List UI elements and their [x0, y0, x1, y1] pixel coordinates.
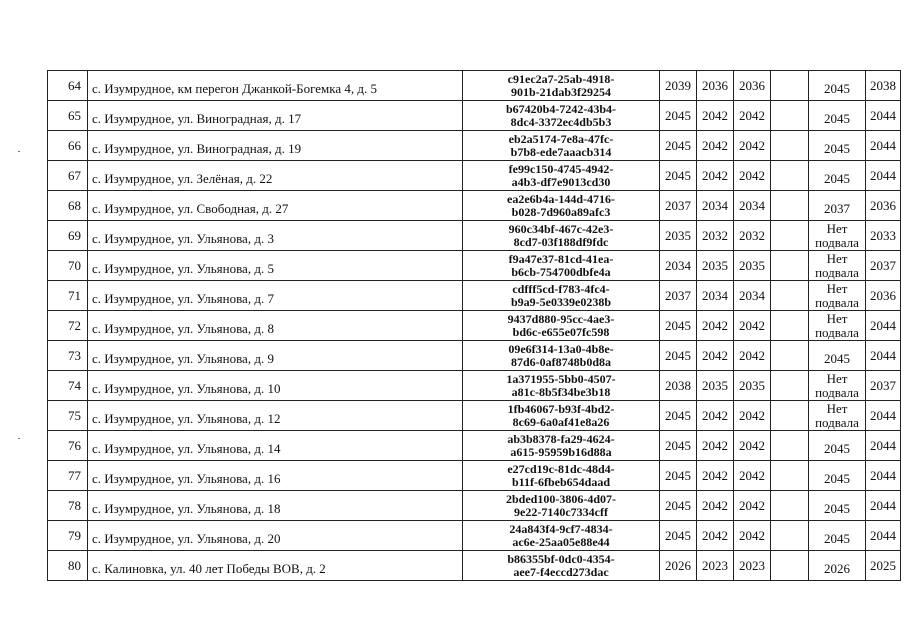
basement-text-line: Нет — [826, 400, 848, 416]
guid-line-2: 901b-21dab3f29254 — [510, 84, 611, 99]
row-number: 64 — [48, 71, 88, 101]
basement-text-line: Нет — [826, 280, 848, 296]
year-cell-3: 2042 — [734, 101, 771, 131]
table-row — [48, 491, 901, 521]
address-text: с. Изумрудное, ул. Свободная, д. 27 — [92, 200, 289, 216]
guid-cell — [463, 461, 660, 491]
year-cell-4 — [771, 341, 809, 371]
guid-cell — [463, 491, 660, 521]
year-cell-3: 2042 — [734, 311, 771, 341]
guid-line-1: 1fb46067-b93f-4bd2- — [507, 401, 615, 416]
year-cell-2: 2042 — [697, 461, 734, 491]
table-row — [48, 431, 901, 461]
basement-year: 2037 — [824, 200, 850, 216]
guid-line-1: b67420b4-7242-43b4- — [505, 101, 616, 116]
address-cell — [88, 131, 463, 161]
year-cell-2: 2042 — [697, 431, 734, 461]
year-cell-4 — [771, 551, 809, 581]
basement-cell — [809, 251, 866, 281]
year-cell-4 — [771, 161, 809, 191]
address-text: с. Изумрудное, ул. Ульянова, д. 10 — [92, 380, 281, 396]
year-cell-3: 2042 — [734, 461, 771, 491]
year-cell-2: 2042 — [697, 491, 734, 521]
guid-line-2: a615-95959b16d88a — [510, 444, 612, 459]
row-number: 74 — [48, 371, 88, 401]
address-text: с. Изумрудное, ул. Ульянова, д. 14 — [92, 440, 281, 456]
basement-year: 2045 — [824, 140, 850, 156]
year-cell-3: 2042 — [734, 341, 771, 371]
basement-cell — [809, 491, 866, 521]
basement-text-line: подвала — [815, 324, 859, 340]
year-cell-5: 2037 — [866, 371, 901, 401]
address-text: с. Изумрудное, км перегон Джанкой-Богемка 4, д. 5 — [92, 80, 377, 96]
address-text: с. Изумрудное, ул. Зелёная, д. 22 — [92, 170, 273, 186]
table-row — [48, 311, 901, 341]
guid-line-2: b11f-6fbeb654daad — [511, 474, 611, 489]
year-cell-3: 2042 — [734, 161, 771, 191]
year-cell-5: 2044 — [866, 311, 901, 341]
table-row — [48, 71, 901, 101]
row-number: 79 — [48, 521, 88, 551]
basement-text-line: Нет — [826, 310, 848, 326]
guid-line-2: bd6c-e655e07fc598 — [512, 324, 610, 339]
basement-year: 2045 — [824, 440, 850, 456]
basement-text-line: Нет — [826, 370, 848, 386]
year-cell-2: 2035 — [697, 251, 734, 281]
address-text: с. Изумрудное, ул. Ульянова, д. 8 — [92, 320, 274, 336]
address-text: с. Изумрудное, ул. Ульянова, д. 18 — [92, 500, 281, 516]
guid-line-1: f9a47e37-81cd-41ea- — [508, 251, 614, 266]
basement-year: 2045 — [824, 470, 850, 486]
year-cell-5: 2044 — [866, 131, 901, 161]
year-cell-1: 2045 — [660, 131, 697, 161]
guid-line-1: 09e6f314-13a0-4b8e- — [508, 341, 614, 356]
row-number: 69 — [48, 221, 88, 251]
year-cell-3: 2023 — [734, 551, 771, 581]
guid-line-1: b86355bf-0dc0-4354- — [507, 551, 615, 566]
address-cell — [88, 521, 463, 551]
year-cell-2: 2042 — [697, 161, 734, 191]
guid-cell — [463, 161, 660, 191]
basement-text-line: подвала — [815, 234, 859, 250]
basement-cell — [809, 281, 866, 311]
basement-year: 2045 — [824, 500, 850, 516]
year-cell-2: 2034 — [697, 281, 734, 311]
row-number: 66 — [48, 131, 88, 161]
basement-year: 2026 — [824, 560, 850, 576]
address-cell — [88, 101, 463, 131]
basement-cell — [809, 221, 866, 251]
guid-line-1: fe99c150-4745-4942- — [508, 161, 614, 176]
address-cell — [88, 371, 463, 401]
year-cell-2: 2032 — [697, 221, 734, 251]
guid-cell — [463, 371, 660, 401]
year-cell-3: 2042 — [734, 491, 771, 521]
address-cell — [88, 431, 463, 461]
address-cell — [88, 551, 463, 581]
margin-mark — [18, 438, 20, 439]
year-cell-3: 2035 — [734, 251, 771, 281]
basement-cell — [809, 551, 866, 581]
table-row — [48, 161, 901, 191]
year-cell-1: 2045 — [660, 431, 697, 461]
year-cell-2: 2034 — [697, 191, 734, 221]
row-number: 71 — [48, 281, 88, 311]
year-cell-1: 2045 — [660, 461, 697, 491]
basement-cell — [809, 371, 866, 401]
address-cell — [88, 491, 463, 521]
table-row — [48, 101, 901, 131]
basement-cell — [809, 161, 866, 191]
buildings-table — [47, 70, 901, 581]
year-cell-2: 2042 — [697, 131, 734, 161]
guid-line-1: cdfff5cd-f783-4fc4- — [512, 281, 610, 296]
year-cell-1: 2045 — [660, 101, 697, 131]
year-cell-5: 2044 — [866, 401, 901, 431]
guid-cell — [463, 521, 660, 551]
year-cell-4 — [771, 191, 809, 221]
guid-cell — [463, 341, 660, 371]
year-cell-1: 2034 — [660, 251, 697, 281]
year-cell-5: 2037 — [866, 251, 901, 281]
guid-line-2: a81c-8b5f34be3b18 — [511, 384, 611, 399]
year-cell-1: 2037 — [660, 281, 697, 311]
guid-line-2: 8dc4-3372ec4db5b3 — [510, 114, 612, 129]
row-number: 70 — [48, 251, 88, 281]
year-cell-4 — [771, 221, 809, 251]
guid-line-1: 960c34bf-467c-42e3- — [508, 221, 614, 236]
year-cell-3: 2035 — [734, 371, 771, 401]
year-cell-3: 2042 — [734, 131, 771, 161]
year-cell-4 — [771, 71, 809, 101]
address-cell — [88, 71, 463, 101]
year-cell-1: 2026 — [660, 551, 697, 581]
address-cell — [88, 281, 463, 311]
address-cell — [88, 461, 463, 491]
year-cell-3: 2034 — [734, 191, 771, 221]
guid-cell — [463, 101, 660, 131]
row-number: 72 — [48, 311, 88, 341]
year-cell-4 — [771, 371, 809, 401]
basement-text-line: подвала — [815, 264, 859, 280]
guid-cell — [463, 191, 660, 221]
basement-cell — [809, 401, 866, 431]
year-cell-4 — [771, 521, 809, 551]
address-cell — [88, 161, 463, 191]
table-row — [48, 521, 901, 551]
basement-year: 2045 — [824, 530, 850, 546]
year-cell-2: 2042 — [697, 401, 734, 431]
year-cell-5: 2044 — [866, 341, 901, 371]
guid-cell — [463, 431, 660, 461]
guid-cell — [463, 401, 660, 431]
year-cell-2: 2042 — [697, 101, 734, 131]
year-cell-1: 2045 — [660, 311, 697, 341]
guid-line-2: ac6e-25aa05e88e44 — [512, 534, 610, 549]
basement-cell — [809, 101, 866, 131]
year-cell-1: 2038 — [660, 371, 697, 401]
table-row — [48, 191, 901, 221]
year-cell-1: 2035 — [660, 221, 697, 251]
table-row — [48, 341, 901, 371]
basement-text-line: Нет — [826, 220, 848, 236]
table-row — [48, 281, 901, 311]
year-cell-4 — [771, 311, 809, 341]
guid-cell — [463, 281, 660, 311]
table-row — [48, 401, 901, 431]
basement-cell — [809, 131, 866, 161]
guid-line-1: e27cd19c-81dc-48d4- — [507, 461, 615, 476]
address-cell — [88, 251, 463, 281]
year-cell-4 — [771, 431, 809, 461]
row-number: 76 — [48, 431, 88, 461]
year-cell-5: 2038 — [866, 71, 901, 101]
guid-line-2: 8c69-6a0af41e8a26 — [512, 414, 610, 429]
guid-line-1: 24a843f4-9cf7-4834- — [509, 521, 613, 536]
guid-line-2: b6cb-754700dbfe4a — [511, 264, 611, 279]
year-cell-1: 2045 — [660, 341, 697, 371]
guid-line-1: ab3b8378-fa29-4624- — [507, 431, 615, 446]
year-cell-2: 2042 — [697, 341, 734, 371]
guid-line-2: b7b8-ede7aaacb314 — [510, 144, 612, 159]
guid-line-1: eb2a5174-7e8a-47fc- — [508, 131, 614, 146]
year-cell-5: 2036 — [866, 191, 901, 221]
basement-cell — [809, 461, 866, 491]
year-cell-2: 2023 — [697, 551, 734, 581]
basement-text-line: подвала — [815, 294, 859, 310]
year-cell-2: 2035 — [697, 371, 734, 401]
basement-cell — [809, 431, 866, 461]
guid-cell — [463, 311, 660, 341]
basement-year: 2045 — [824, 80, 850, 96]
guid-cell — [463, 221, 660, 251]
year-cell-3: 2034 — [734, 281, 771, 311]
address-text: с. Изумрудное, ул. Виноградная, д. 17 — [92, 110, 302, 126]
address-text: с. Изумрудное, ул. Ульянова, д. 16 — [92, 470, 281, 486]
year-cell-2: 2042 — [697, 311, 734, 341]
table-row — [48, 251, 901, 281]
guid-line-1: 2bded100-3806-4d07- — [505, 491, 616, 506]
address-text: с. Изумрудное, ул. Ульянова, д. 9 — [92, 350, 274, 366]
year-cell-3: 2042 — [734, 431, 771, 461]
guid-cell — [463, 551, 660, 581]
guid-line-1: ea2e6b4a-144d-4716- — [507, 191, 615, 206]
table-row — [48, 221, 901, 251]
row-number: 77 — [48, 461, 88, 491]
basement-cell — [809, 71, 866, 101]
year-cell-4 — [771, 131, 809, 161]
guid-cell — [463, 251, 660, 281]
row-number: 75 — [48, 401, 88, 431]
year-cell-4 — [771, 491, 809, 521]
basement-year: 2045 — [824, 110, 850, 126]
basement-cell — [809, 341, 866, 371]
row-number: 80 — [48, 551, 88, 581]
year-cell-4 — [771, 281, 809, 311]
year-cell-1: 2045 — [660, 401, 697, 431]
basement-text-line: Нет — [826, 250, 848, 266]
basement-cell — [809, 191, 866, 221]
address-cell — [88, 341, 463, 371]
address-text: с. Изумрудное, ул. Ульянова, д. 5 — [92, 260, 274, 276]
guid-line-2: b028-7d960a89afc3 — [511, 204, 611, 219]
address-text: с. Изумрудное, ул. Ульянова, д. 3 — [92, 230, 274, 246]
year-cell-3: 2032 — [734, 221, 771, 251]
row-number: 78 — [48, 491, 88, 521]
basement-text-line: подвала — [815, 384, 859, 400]
year-cell-5: 2033 — [866, 221, 901, 251]
year-cell-5: 2044 — [866, 431, 901, 461]
address-text: с. Калиновка, ул. 40 лет Победы ВОВ, д. 2 — [92, 560, 326, 576]
table-row — [48, 371, 901, 401]
year-cell-3: 2042 — [734, 401, 771, 431]
address-cell — [88, 191, 463, 221]
year-cell-1: 2045 — [660, 521, 697, 551]
guid-line-2: 87d6-0af8748b0d8a — [510, 354, 611, 369]
guid-line-1: c91ec2a7-25ab-4918- — [507, 71, 615, 86]
guid-line-1: 9437d880-95cc-4ae3- — [507, 311, 615, 326]
year-cell-5: 2044 — [866, 491, 901, 521]
basement-cell — [809, 311, 866, 341]
table-row — [48, 131, 901, 161]
year-cell-5: 2044 — [866, 521, 901, 551]
year-cell-1: 2045 — [660, 491, 697, 521]
year-cell-5: 2044 — [866, 101, 901, 131]
basement-text-line: подвала — [815, 414, 859, 430]
guid-line-2: b9a9-5e0339e0238b — [511, 294, 611, 309]
basement-year: 2045 — [824, 350, 850, 366]
row-number: 65 — [48, 101, 88, 131]
address-cell — [88, 311, 463, 341]
address-cell — [88, 401, 463, 431]
year-cell-5: 2025 — [866, 551, 901, 581]
year-cell-4 — [771, 461, 809, 491]
basement-cell — [809, 521, 866, 551]
address-text: с. Изумрудное, ул. Ульянова, д. 20 — [92, 530, 281, 546]
year-cell-1: 2039 — [660, 71, 697, 101]
year-cell-1: 2045 — [660, 161, 697, 191]
address-text: с. Изумрудное, ул. Виноградная, д. 19 — [92, 140, 302, 156]
basement-year: 2045 — [824, 170, 850, 186]
row-number: 67 — [48, 161, 88, 191]
guid-line-1: 1a371955-5bb0-4507- — [506, 371, 616, 386]
address-text: с. Изумрудное, ул. Ульянова, д. 7 — [92, 290, 274, 306]
margin-mark — [18, 151, 20, 152]
year-cell-4 — [771, 101, 809, 131]
guid-cell — [463, 131, 660, 161]
year-cell-5: 2036 — [866, 281, 901, 311]
row-number: 73 — [48, 341, 88, 371]
year-cell-3: 2042 — [734, 521, 771, 551]
year-cell-5: 2044 — [866, 161, 901, 191]
address-text: с. Изумрудное, ул. Ульянова, д. 12 — [92, 410, 281, 426]
table-row — [48, 551, 901, 581]
year-cell-3: 2036 — [734, 71, 771, 101]
year-cell-2: 2042 — [697, 521, 734, 551]
address-cell — [88, 221, 463, 251]
year-cell-4 — [771, 251, 809, 281]
guid-line-2: a4b3-df7e9013cd30 — [511, 174, 611, 189]
year-cell-5: 2044 — [866, 461, 901, 491]
year-cell-2: 2036 — [697, 71, 734, 101]
year-cell-1: 2037 — [660, 191, 697, 221]
guid-line-2: 9e22-7140c7334cff — [514, 504, 608, 519]
table-body — [48, 71, 901, 581]
guid-line-2: aee7-f4eccd273dac — [513, 564, 609, 579]
table-row — [48, 461, 901, 491]
guid-line-2: 8cd7-03f188df9fdc — [513, 234, 609, 249]
year-cell-4 — [771, 401, 809, 431]
guid-cell — [463, 71, 660, 101]
row-number: 68 — [48, 191, 88, 221]
